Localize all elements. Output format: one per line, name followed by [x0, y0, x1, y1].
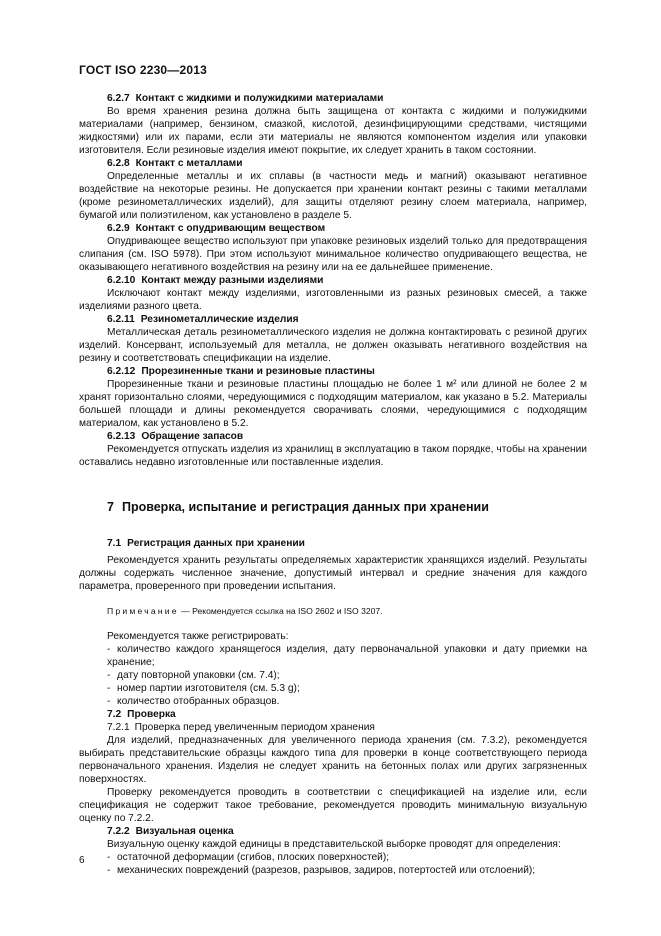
section-number: 7.2.2: [107, 826, 130, 837]
list-item: - номер партии изготовителя (см. 5.3 g);: [107, 683, 300, 694]
paragraph-7-2-1-b: Проверку рекомендуется проводить в соответствии с спецификацией на изделие или, если спецификация не содержит такое требование, рекомендуется проводить минимальную визуальную оценку по 7.2.2.: [79, 787, 587, 824]
paragraph-6-2-12: Прорезиненные ткани и резиновые пластины площадью не более 1 м² или длиной не более 2 м хранят горизонтально слоями, чередующимися с подходящим материалом, как указано в 5.2. Материалы большей площади и длины рекомендуется сворачивать слоями, чередующимися с подходящим материалом, как установлено в 5.2.: [79, 379, 587, 429]
heading-6-2-10: [79, 274, 587, 287]
paragraph-6-2-10: Исключают контакт между изделиями, изготовленными из разных резиновых смесей, а также изделиями разного цвета.: [79, 288, 587, 312]
paragraph-7-2-2: Визуальную оценку каждой единицы в представительской выборке проводят для определения:: [107, 839, 561, 850]
section-title: Проверка, испытание и регистрация данных при хранении: [121, 500, 489, 514]
section-number: 7.2.1: [107, 722, 130, 733]
section-title: Контакт с опудривающим веществом: [135, 223, 326, 234]
list-item: - механических повреждений (разрезов, разрывов, задиров, потертостей или отслоений);: [107, 865, 536, 876]
paragraph-6-2-13: Рекомендуется отпускать изделия из хранилищ в эксплуатацию в таком порядке, чтобы на хранении оставались недавно изготовленные или поставленные изделия.: [79, 444, 587, 468]
section-title: Визуальная оценка: [135, 826, 234, 837]
paragraph-6-2-8: Определенные металлы и их сплавы (в частности медь и магний) оказывают негативное воздействие на некоторые резины. Не допускается при хранении контакт резины с такими металлами (кроме резинометаллических изделий), для защиты отделяют резину слоем материала, например, бумагой или полиэтиленом, как установлено в разделе 5.: [79, 171, 587, 221]
paragraph-7-1: Рекомендуется хранить результаты определяемых характеристик хранящихся изделий. Результаты должны содержать численное значение, допустимый интервал и средние значения для каждого параметра, проверенного при проведении испытания.: [79, 555, 587, 592]
section-number: 7.1: [107, 538, 122, 549]
section-title: Резинометаллические изделия: [140, 314, 299, 325]
section-number: 6.2.9: [107, 223, 130, 234]
section-title: Регистрация данных при хранении: [127, 538, 305, 549]
note: [79, 605, 587, 618]
paragraph-6-2-9: Опудривающее вещество используют при упаковке резиновых изделий только для предотвращения слипания (см. ISO 5978). При этом используют минимальное количество опудривающего вещества, не оказывающего негативного воздействия на резину или на ее дальнейшее применение.: [79, 236, 587, 273]
section-number: 7.2: [107, 709, 122, 720]
section-title: Контакт с жидкими и полужидкими материалами: [135, 93, 384, 104]
heading-7-2-2: [79, 825, 587, 838]
heading-7-2: [79, 708, 587, 721]
note-label: Примечание: [107, 606, 179, 616]
heading-6-2-9: [79, 222, 587, 235]
heading-7-1: [79, 537, 587, 550]
section-number: 6.2.13: [107, 431, 136, 442]
list-item: - дату повторной упаковки (см. 7.4);: [107, 670, 280, 681]
document-header: ГОСТ ISO 2230—2013: [79, 63, 208, 77]
section-number: 7: [107, 500, 114, 514]
section-title: Проверка перед увеличенным периодом хранения: [134, 722, 375, 733]
page-number: 6: [79, 855, 85, 866]
list-item: - количество отобранных образцов.: [107, 696, 280, 707]
section-title: Контакт с металлами: [135, 158, 243, 169]
list-item: - количество каждого хранящегося изделия, дату первоначальной упаковки и дату приемки на хранение;: [107, 644, 587, 668]
section-title: Контакт между разными изделиями: [141, 275, 324, 286]
heading-6-2-8: [79, 157, 587, 170]
section-number: 6.2.10: [107, 275, 136, 286]
heading-6-2-11: [79, 313, 587, 326]
section-number: 6.2.12: [107, 366, 136, 377]
list-item: - остаточной деформации (сгибов, плоских поверхностей);: [107, 852, 390, 863]
section-title: Прорезиненные ткани и резиновые пластины: [141, 366, 375, 377]
note-text: — Рекомендуется ссылка на ISO 2602 и ISO 3207.: [178, 606, 383, 616]
paragraph-6-2-7: Во время хранения резина должна быть защищена от контакта с жидкими и полужидкими материалами (например, бензином, смазкой, кислотой, дезинфицирующими средствами, чистящими жидкостями) или их парами, если эти материалы не являются компонентом изделия или упаковки изготовителя. Если резиновые изделия имеют покрытие, их следует хранить в таком состоянии.: [79, 106, 587, 156]
heading-6-2-7: [79, 92, 587, 105]
section-number: 6.2.8: [107, 158, 130, 169]
heading-7-2-1: [79, 721, 587, 734]
heading-6-2-13: [79, 430, 587, 443]
heading-6-2-12: [79, 365, 587, 378]
section-number: 6.2.7: [107, 93, 130, 104]
section-title: Проверка: [127, 709, 176, 720]
paragraph-6-2-11: Металлическая деталь резинометаллического изделия не должна контактировать с резиной других изделий. Консервант, используемый для металла, не должен оказывать негативного воздействия на резину и соответствовать спецификации на изделие.: [79, 327, 587, 364]
document-body: [79, 92, 587, 877]
paragraph-7-2-1-a: Для изделий, предназначенных для увеличенного периода хранения (см. 7.3.2), рекомендуется выбирать представительские образцы каждого типа для проверки в конце соответствующего периода первоначального хранения. Изделия не следует хранить на бетонных полах или других загрязненных поверхностях.: [79, 735, 587, 785]
heading-section-7: [79, 499, 587, 515]
paragraph-also-register: Рекомендуется также регистрировать:: [107, 631, 289, 642]
section-title: Обращение запасов: [141, 431, 244, 442]
section-number: 6.2.11: [107, 314, 135, 325]
